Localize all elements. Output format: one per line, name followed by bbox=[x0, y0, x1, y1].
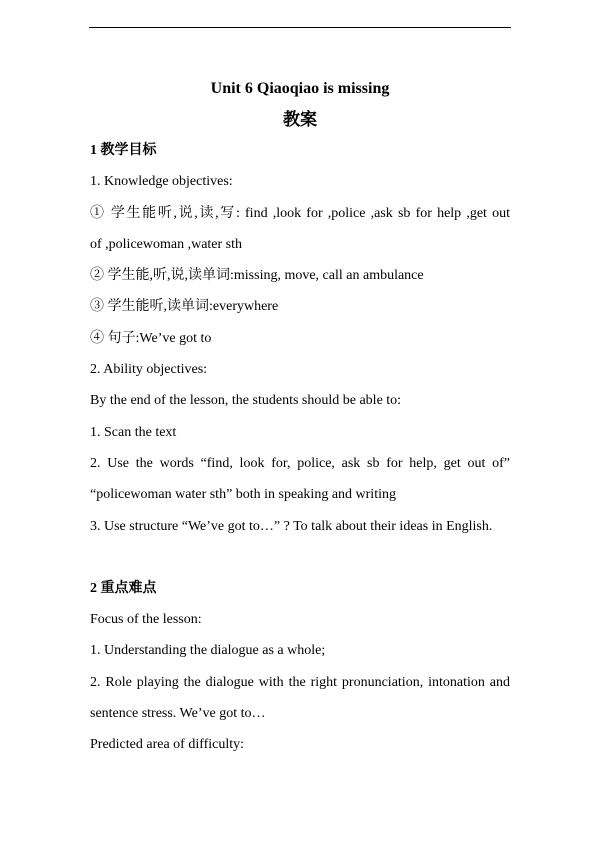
document-body bbox=[90, 78, 510, 761]
section-heading-teaching-objectives: 1 教学目标 bbox=[90, 143, 157, 158]
ability-item-2-line-2: “policewoman water sth” both in speaking and writing bbox=[90, 487, 396, 503]
section-spacer bbox=[90, 542, 510, 573]
ability-item-1: 1. Scan the text bbox=[90, 424, 177, 440]
knowledge-item-3: ③ 学生能听,读单词:everywhere bbox=[90, 299, 279, 315]
focus-item-2-line-1: 2. Role playing the dialogue with the right pronunciation, intonation and bbox=[90, 674, 510, 690]
header-rule bbox=[89, 27, 511, 28]
difficulty-heading: Predicted area of difficulty: bbox=[90, 737, 245, 753]
ability-item-3: 3. Use structure “We’ve got to…” ? To talk about their ideas in English. bbox=[90, 518, 493, 534]
document-subtitle: 教案 bbox=[283, 110, 317, 129]
ability-intro: By the end of the lesson, the students should be able to: bbox=[90, 393, 402, 409]
document-title: Unit 6 Qiaoqiao is missing bbox=[210, 80, 390, 97]
focus-item-2-line-2: sentence stress. We’ve got to… bbox=[90, 706, 266, 722]
section-heading-key-difficulties: 2 重点难点 bbox=[90, 580, 157, 596]
ability-objectives-heading: 2. Ability objectives: bbox=[90, 362, 208, 378]
knowledge-item-2: ② 学生能,听,说,读单词:missing, move, call an ambulance bbox=[90, 268, 424, 284]
knowledge-item-4: ④ 句子:We’ve got to bbox=[90, 330, 212, 346]
knowledge-item-1-line-2: of ,policewoman ,water sth bbox=[90, 236, 243, 252]
knowledge-objectives-heading: 1. Knowledge objectives: bbox=[90, 174, 233, 190]
ability-item-2-line-1: 2. Use the words “find, look for, police, ask sb for help, get out of” bbox=[90, 455, 510, 471]
focus-item-1: 1. Understanding the dialogue as a whole; bbox=[90, 643, 326, 659]
focus-heading: Focus of the lesson: bbox=[90, 612, 202, 628]
knowledge-item-1-line-1: ① 学生能听,说,读,写: find ,look for ,police ,ask sb for help ,get out bbox=[90, 205, 510, 221]
